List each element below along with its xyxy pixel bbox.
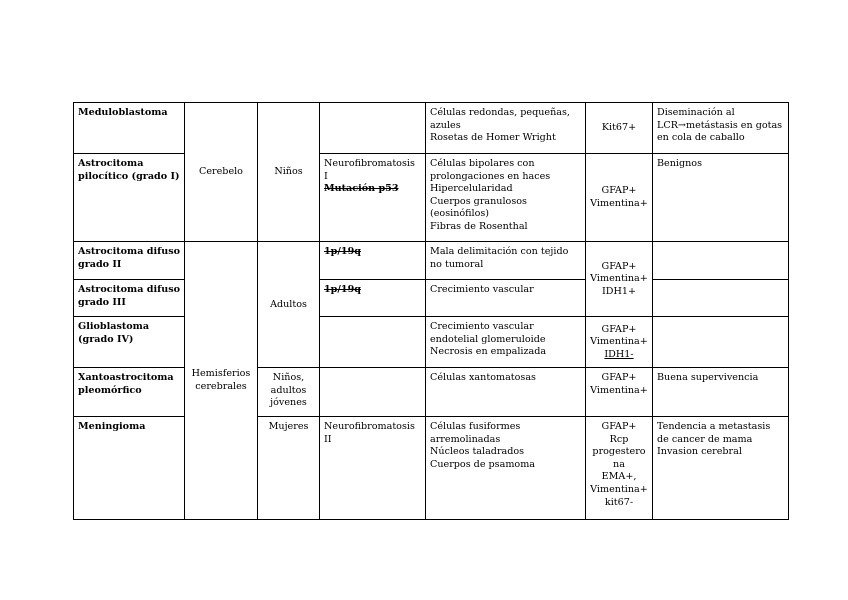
markers-cell [586,368,653,417]
notes-cell [653,103,789,154]
histology-line: Hipercelularidad [430,183,513,195]
notes-cell [653,368,789,417]
histology-line: Rosetas de Homer Wright [430,132,556,144]
marker-line: GFAP+ [601,260,637,272]
histology-line: Fibras de Rosenthal [430,220,528,232]
note-line: Benignos [657,158,702,169]
histology-cell [426,368,586,417]
histology-line: Células bipolares con prolongaciones en haces [430,158,551,182]
histology-line: endotelial glomeruloide [430,333,546,345]
notes-cell [653,417,789,520]
age-cell: Niños [258,103,320,242]
marker-line: GFAP+ [601,185,637,197]
markers-cell [586,154,653,242]
table-row [74,103,789,154]
age-cell: Niños, adultos jóvenes [258,368,320,417]
histology-cell [426,242,586,280]
table-row [74,368,789,417]
notes-cell [653,317,789,368]
marker-line: Vimentina+ [590,483,648,495]
histology-line: Cuerpos granulosos (eosinófilos) [430,195,527,220]
tumor-name-cell: Meningioma [74,417,185,520]
genetics-cell [320,417,426,520]
notes-cell [653,154,789,242]
table-row [74,154,789,242]
marker-line: GFAP+ [601,421,637,432]
location-cell: Hemisferios cerebrales [185,242,258,520]
marker-line: Vimentina+ [590,198,648,209]
age-cell: Adultos [258,242,320,368]
histology-cell [426,103,586,154]
genetics-line: Neurofibromatosis I [324,158,415,182]
histology-cell [426,317,586,368]
markers-cell [586,417,653,520]
genetics-line: Neurofibromatosis II [324,421,415,445]
markers-cell [586,317,653,368]
table-row [74,317,789,368]
histology-line: Necrosis en empalizada [430,346,547,358]
note-line: Buena supervivencia [657,372,759,383]
notes-cell [653,242,789,280]
tumor-table [73,102,789,520]
table-row [74,280,789,317]
histology-line: Crecimiento vascular [430,321,534,332]
marker-line: Vimentina+ [590,384,648,396]
histology-line: Crecimiento vascular [430,284,534,295]
note-line: Tendencia a metastasis de cancer de mama [657,421,771,445]
marker-line: Vimentina+ [590,273,648,285]
marker-line: Vimentina+ [590,336,648,348]
histology-line: Células fusiformes arremolinadas [430,421,521,445]
histology-line: Cuerpos de psamoma [430,458,536,470]
marker-line: GFAP+ [601,323,637,335]
tumor-name-cell: Meduloblastoma [74,103,185,154]
genetics-cell [320,280,426,317]
marker-line: Kit67+ [601,122,637,134]
genetics-line-struck: 1p/19q [324,246,361,257]
marker-line-underlined: IDH1- [604,348,634,360]
histology-line: Núcleos taladrados [430,446,525,458]
genetics-cell [320,317,426,368]
note-line: Diseminación al LCR→metástasis en gotas en cola de caballo [657,107,783,144]
location-cell: Cerebelo [185,103,258,242]
histology-cell [426,154,586,242]
table-row [74,417,789,520]
histology-line: Células redondas, pequeñas, azules [430,107,570,131]
marker-line: IDH1+ [602,285,636,297]
marker-line: Rcp progestero na [592,433,646,470]
tumor-name-cell: Astrocitoma difuso grado III [74,280,185,317]
markers-cell [586,242,653,317]
marker-line: kit67- [604,496,634,508]
tumor-name-cell: Xantoastrocitoma pleomórfico [74,368,185,417]
histology-cell [426,280,586,317]
histology-line: Células xantomatosas [430,372,536,383]
genetics-line-struck: 1p/19q [324,284,361,295]
histology-cell [426,417,586,520]
marker-line: GFAP+ [601,372,637,383]
age-cell: Mujeres [258,417,320,520]
histology-line: Mala delimitación con tejido no tumoral [430,246,569,270]
genetics-cell [320,103,426,154]
genetics-cell [320,154,426,242]
markers-cell [586,103,653,154]
genetics-cell [320,368,426,417]
tumor-name-cell: Astrocitoma difuso grado II [74,242,185,280]
table-row [74,242,789,280]
notes-cell [653,280,789,317]
marker-line: EMA+, [601,471,637,483]
genetics-cell [320,242,426,280]
tumor-name-cell: Astrocitoma pilocítico (grado I) [74,154,185,242]
note-line: Invasion cerebral [657,446,742,458]
tumor-name-cell: Glioblastoma (grado IV) [74,317,185,368]
genetics-line-struck: Mutación p53 [324,183,399,195]
